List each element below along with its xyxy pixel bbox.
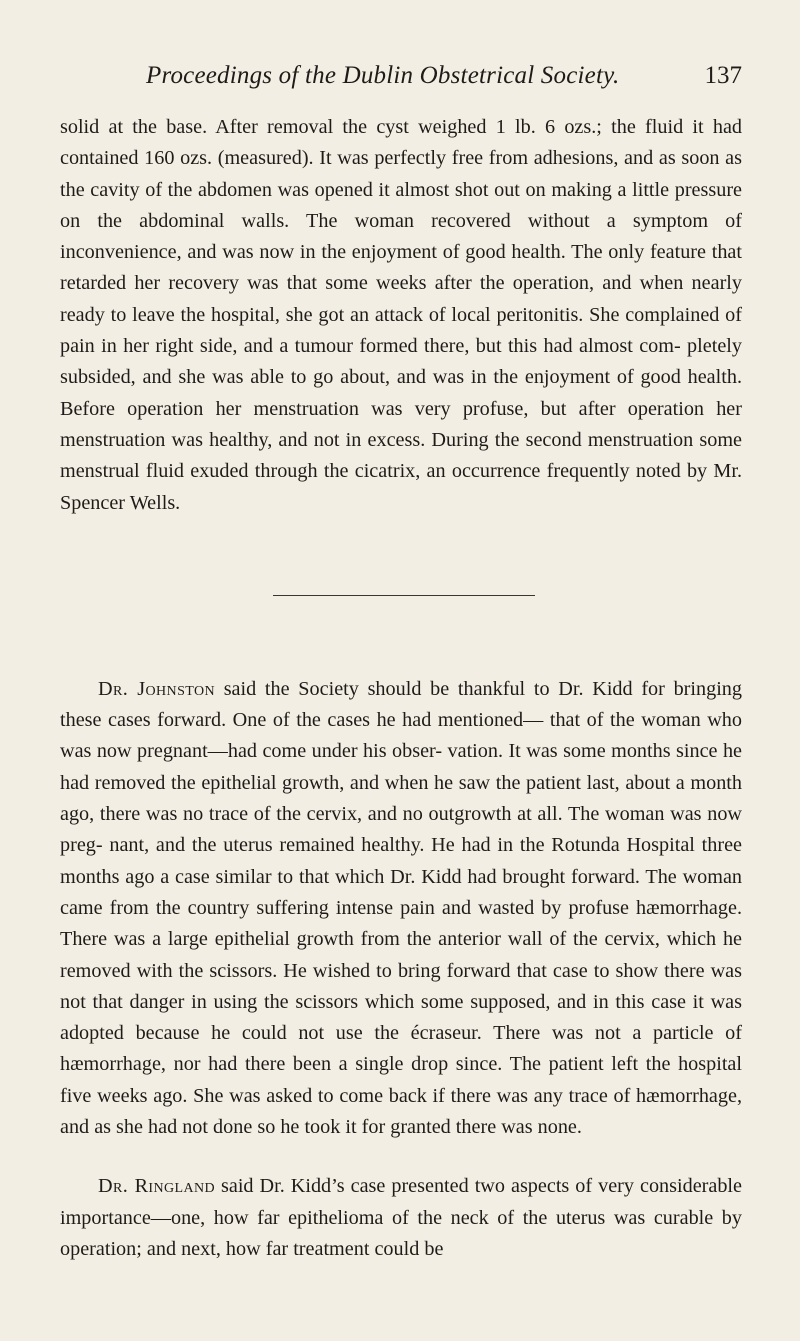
running-title: Proceedings of the Dublin Obstetrical Society. <box>146 62 620 89</box>
paragraph-dr-johnston <box>60 674 742 1143</box>
speaker-name: Dr. Johnston <box>98 677 215 700</box>
paragraph-dr-ringland <box>60 1171 742 1265</box>
running-head <box>0 62 800 102</box>
paragraph-continuation: solid at the base. After removal the cyst weighed 1 lb. 6 ozs.; the fluid it had contained 160 ozs. (measured). It was perfectly free from adhesions, and as soon as the cavity of the abdomen was opened it almost shot out on making a little pressure on the abdominal walls. The woman recovered without a symptom of inconvenience, and was now in the enjoyment of good health. The only feature that retarded her recovery was that some weeks after the operation, and when nearly ready to leave the hospital, she got an attack of local peritonitis. She complained of pain in her right side, and a tumour formed there, but this had almost com- pletely subsided, and she was able to go about, and was in the enjoyment of good health. Before operation her menstruation was very profuse, but after operation her menstruation was healthy, and not in excess. During the second menstruation some menstrual fluid exuded through the cicatrix, an occurrence frequently noted by Mr. Spencer Wells. <box>60 116 742 514</box>
section-separator-rule <box>273 595 535 596</box>
speaker-name: Dr. Ringland <box>98 1175 215 1198</box>
paragraph-text: said the Society should be thankful to Dr. Kidd for bringing these cases forward. One of the cases he had mentioned— that of the woman who was now pregnant—had come under his obser- vation. It was some months since he had removed the epithelial growth, and when he saw the patient last, about a month ago, there was no trace of the cervix, and no outgrowth at all. The woman was now preg- nant, and the uterus remained healthy. He had in the Rotunda Hospital three months ago a case similar to that which Dr. Kidd had brought forward. The woman came from the country suffering intense pain and wasted by profuse hæmorrhage. There was a large epithelial growth from the anterior wall of the cervix, which he removed with the scissors. He wished to bring forward that case to show there was not that danger in using the scissors which some supposed, and in this case it was adopted because he could not use the écraseur. There was not a particle of hæmorrhage, nor had there been a single drop since. The patient left the hospital five weeks ago. She was asked to come back if there was any trace of hæmorrhage, and as she had not done so he took it for granted there was none. <box>60 677 742 1139</box>
paragraph-gap <box>60 1143 742 1171</box>
paragraph-text: said Dr. Kidd’s case presented two aspects of very considerable importance—one, how far epithelioma of the neck of the uterus was curable by operation; and next, how far treatment could be <box>60 1175 742 1260</box>
page-number: 137 <box>704 62 742 89</box>
body-text <box>60 112 742 1265</box>
